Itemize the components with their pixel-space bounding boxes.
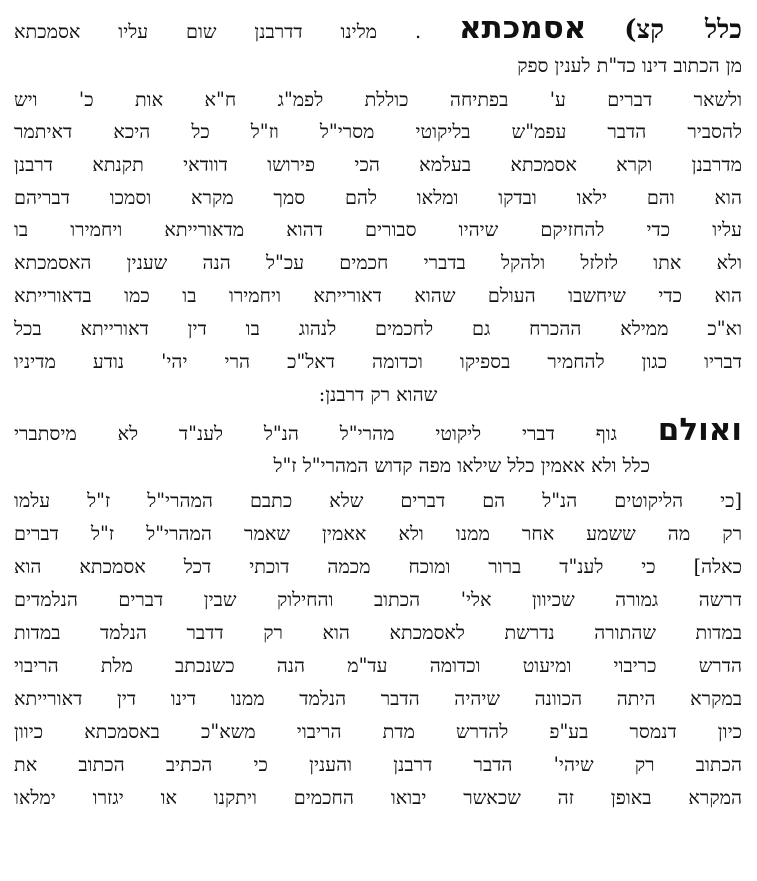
text-line-9: הוא כדי שיחשבו העולם שהוא דאורייתא ויחמירו בו כמו בדאורייתא <box>14 284 742 307</box>
text-line-5: מדרבנן וקרא אסמכתא בעלמא הכי פירושו דוודאי תקנתא דרבנן <box>14 153 742 176</box>
paragraph-2-first-line <box>14 410 742 450</box>
text-line-6: הוא והם ילאו ובדקו ומלאו להם סמך מקרא וסמכו דבריהם <box>14 186 742 209</box>
paragraph-2-first-line-rest: גוף דברי ליקוטי מהרי"ל הנ"ל לענ"ד לא מיסתברי <box>14 422 617 445</box>
text-line-16: רק מה ששמע אחר ממנו ולא אאמין שאמר המהרי"ל ז"ל דברים <box>14 522 742 545</box>
text-line-17: כאלה] כי לענ"ד ברור ומוכח מכמה דוכתי דכל אסמכתא הוא <box>14 555 742 578</box>
text-line-7: עליו כדי להחזיקם שיהיו סבורים דהוא מדאורייתא ויחמירו בו <box>14 218 742 241</box>
text-line-14: כלל ולא אאמין כלל שילאו מפה קדוש המהרי"ל ז"ל <box>273 454 650 477</box>
text-line-2: מן הכתוב דינו כד"ת לענין ספק <box>517 54 742 77</box>
text-line-18: דרשה גמורה שכיוון אלי' הכתוב והחילוק שבין דברים הנלמדים <box>14 588 742 611</box>
text-line-8: ולא אתו לזלזל ולהקל בדברי חכמים עכ"ל הנה שענין האסמכתא <box>14 251 742 274</box>
heading-line <box>14 8 742 48</box>
text-line-24: המקרא באופן זה שכאשר יבואו החכמים ויתקנו או יגזרו ימלאו <box>14 786 742 809</box>
heading-rest: . מלינו דדרבנן שום עליו אסמכתא <box>14 20 422 43</box>
document-page <box>14 8 742 874</box>
paragraph-opener-word: ואולם <box>657 412 742 448</box>
text-line-23: הכתוב רק שיהי' הדבר דרבנן והענין כי הכתיב הכתוב את <box>14 753 742 776</box>
text-line-4: להסביר הדבר עפמ"ש בליקוטי מסרי"ל וז"ל כל היכא דאיתמר <box>14 120 742 143</box>
text-line-22: כיון דנמסר בע"פ להדרש מדת הריבוי משא"כ באסמכתא כיוון <box>14 720 742 743</box>
text-line-19: במדות שהתורה נדרשת לאסמכתא הוא רק דדבר הנלמד במדות <box>14 621 742 644</box>
text-line-3: ולשאר דברים ע' בפתיחה כוללת לפמ"ג ח"א אות כ' ויש <box>14 88 742 111</box>
text-line-10: וא"כ ממילא ההכרח גם לחכמים לנהוג בו דין דאורייתא בכל <box>14 317 742 340</box>
heading-reference: כלל קצ) <box>624 15 742 45</box>
text-line-15: [כי הליקוטים הנ"ל הם דברים שלא כתבם המהרי"ל ז"ל עלמו <box>14 489 742 512</box>
text-line-11: דבריו כגון להחמיר בספיקו וכדומה דאל"כ הרי יהי' נודע מדיניו <box>14 350 742 373</box>
heading-word: אסמכתא <box>458 10 587 46</box>
text-line-21: במקרא היתה הכוונה שיהיה הדבר הנלמד ממנו דינו דין דאורייתא <box>14 687 742 710</box>
text-line-20: הדרש כריבוי ומיעוט וכדומה עד"מ הנה כשנכתב מלת הריבוי <box>14 654 742 677</box>
text-line-12: שהוא רק דרבנן: <box>318 383 438 406</box>
